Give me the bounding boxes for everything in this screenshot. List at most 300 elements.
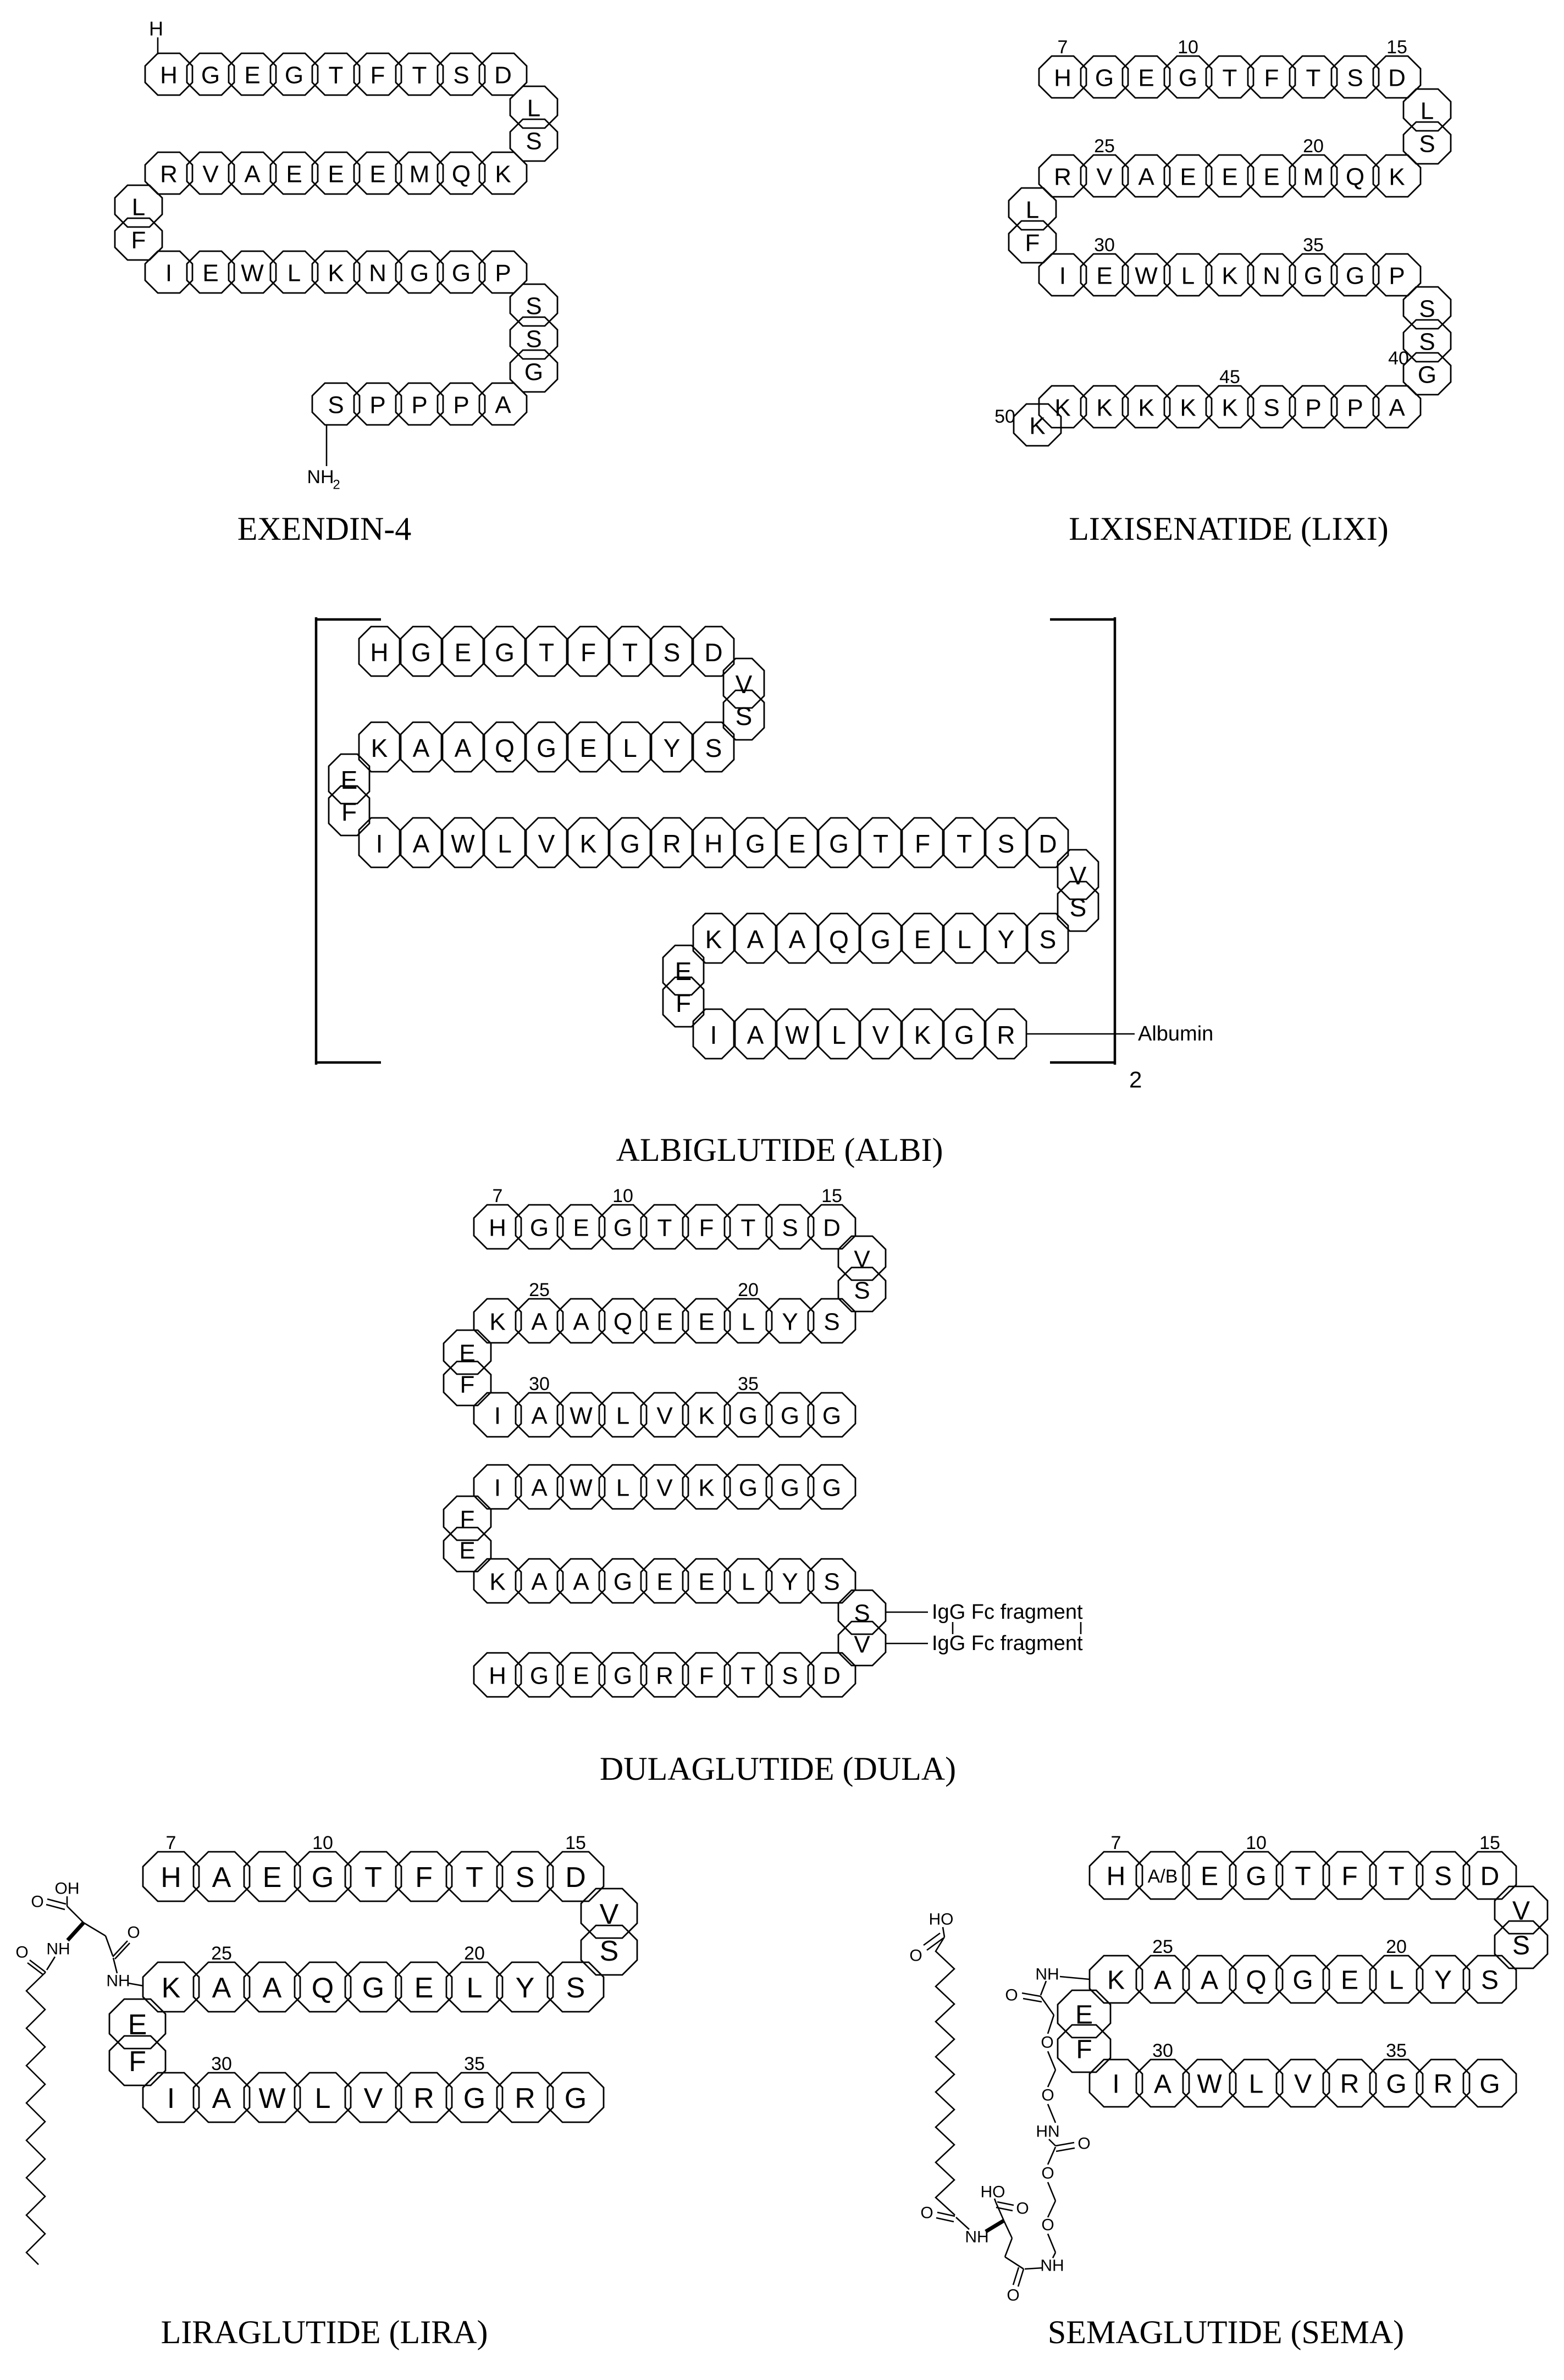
position-number: 7 bbox=[165, 1833, 176, 1853]
residue-letter: T bbox=[872, 829, 889, 858]
residue-letter: S bbox=[1434, 1862, 1452, 1891]
bond-line bbox=[1005, 2238, 1012, 2257]
residue-letter: Y bbox=[515, 1972, 535, 2004]
bond-line bbox=[67, 1906, 84, 1923]
residue-letter: G bbox=[529, 1214, 549, 1242]
residue-letter: R bbox=[413, 2083, 434, 2115]
residue-letter: V bbox=[656, 1474, 673, 1502]
residue-letter: E bbox=[459, 1340, 476, 1367]
atom-label: O bbox=[1016, 2199, 1029, 2218]
residue-letter: R bbox=[662, 829, 681, 858]
residue-letter: V bbox=[1069, 861, 1087, 890]
residue-letter: H bbox=[1106, 1862, 1126, 1891]
residue-letter: G bbox=[1246, 1862, 1267, 1891]
residue-letter: S bbox=[526, 128, 542, 155]
residue-letter: L bbox=[287, 259, 301, 287]
residue-letter: G bbox=[1292, 1966, 1313, 1995]
residue-letter: S bbox=[1263, 394, 1280, 422]
atom-label: O bbox=[1077, 2134, 1091, 2153]
bond-line bbox=[996, 2203, 1004, 2221]
residue-letter: E bbox=[328, 160, 344, 188]
position-number: 35 bbox=[1386, 2040, 1407, 2061]
palmitoyl-chain bbox=[26, 1972, 46, 2265]
residue-letter: K bbox=[579, 829, 597, 858]
residue-letter: S bbox=[997, 829, 1015, 858]
bracket-subscript: 2 bbox=[1129, 1066, 1142, 1093]
residue-letter: G bbox=[201, 62, 220, 89]
residue-letter: L bbox=[957, 925, 971, 954]
residue-letter: K bbox=[698, 1474, 715, 1502]
residue-letter: P bbox=[411, 391, 428, 419]
residue-letter: P bbox=[453, 391, 469, 419]
residue-letter: E bbox=[244, 62, 261, 89]
residue-letter: S bbox=[854, 1277, 870, 1304]
residue-letter: S bbox=[1039, 925, 1057, 954]
residue-letter: T bbox=[538, 638, 555, 667]
residue-letter: S bbox=[1347, 64, 1363, 92]
residue-letter: S bbox=[735, 702, 753, 730]
bond-line bbox=[113, 1958, 117, 1973]
atom-label: O bbox=[1005, 1986, 1018, 2005]
residue-letter: F bbox=[699, 1214, 714, 1242]
residue-letter: H bbox=[704, 829, 723, 858]
molecule-liraglutide bbox=[15, 1833, 637, 2350]
bond-line bbox=[1048, 2070, 1055, 2087]
residue-letter: L bbox=[616, 1474, 630, 1502]
atom-label: O bbox=[1041, 2033, 1054, 2052]
residue-letter: S bbox=[566, 1972, 585, 2004]
atom-label: O bbox=[920, 2204, 933, 2222]
bond-line bbox=[1013, 2267, 1019, 2285]
residue-letter: S bbox=[599, 1935, 619, 1967]
residue-letter: R bbox=[997, 1021, 1015, 1049]
residue-letter: S bbox=[854, 1599, 870, 1627]
residue-letter: G bbox=[411, 638, 431, 667]
position-number: 25 bbox=[1094, 136, 1115, 157]
residue-letter: N bbox=[369, 259, 386, 287]
residue-letter: I bbox=[1059, 262, 1066, 290]
bond-line bbox=[1005, 2257, 1024, 2269]
residue-letter: I bbox=[165, 259, 173, 287]
residue-letter: F bbox=[1264, 64, 1279, 92]
residue-letter: P bbox=[1389, 262, 1405, 290]
residue-letter: G bbox=[1417, 361, 1437, 389]
wedge-bond bbox=[68, 1923, 84, 1940]
residue-letter: A bbox=[573, 1308, 589, 1336]
residue-letter: T bbox=[1306, 64, 1321, 92]
residue-letter: E bbox=[573, 1662, 589, 1690]
residue-letter: K bbox=[489, 1568, 506, 1596]
residue-letter: V bbox=[854, 1631, 870, 1658]
residue-letter: A bbox=[573, 1568, 589, 1596]
residue-letter: W bbox=[1135, 262, 1158, 290]
residue-letter: A bbox=[1389, 394, 1405, 422]
atom-label: O bbox=[15, 1943, 29, 1962]
molecule-exendin-4 bbox=[115, 18, 557, 547]
position-number: 35 bbox=[464, 2054, 485, 2074]
residue-letter: D bbox=[823, 1214, 841, 1242]
residue-letter: G bbox=[1095, 64, 1114, 92]
residue-letter: F bbox=[914, 829, 931, 858]
atom-label: O bbox=[909, 1946, 922, 1965]
molecule-title: SEMAGLUTIDE (SEMA) bbox=[1047, 2314, 1405, 2350]
residue-letter: V bbox=[854, 1246, 870, 1273]
residue-letter: K bbox=[161, 1972, 181, 2004]
position-number: 15 bbox=[821, 1186, 842, 1206]
c18-diacid-chain bbox=[936, 1937, 955, 2215]
residue-letter: E bbox=[1263, 163, 1280, 191]
residue-letter: A bbox=[531, 1474, 548, 1502]
residue-letter: R bbox=[1054, 163, 1071, 191]
residue-letter: E bbox=[914, 925, 931, 954]
residue-letter: E bbox=[262, 1862, 282, 1894]
residue-letter: G bbox=[822, 1474, 842, 1502]
residue-letter: E bbox=[1138, 64, 1154, 92]
residue-letter: S bbox=[1419, 295, 1435, 323]
bond-line bbox=[1055, 2143, 1074, 2146]
residue-letter: T bbox=[956, 829, 972, 858]
residue-letter: G bbox=[495, 638, 515, 667]
residue-letter: G bbox=[620, 829, 640, 858]
residue-letter: V bbox=[538, 829, 555, 858]
igg-fc-fragment-label: IgG Fc fragment bbox=[932, 1632, 1083, 1655]
residue-letter: H bbox=[489, 1214, 506, 1242]
residue-letter: L bbox=[1420, 97, 1434, 125]
residue-letter: D bbox=[494, 62, 512, 89]
residue-letter: E bbox=[656, 1308, 673, 1336]
residue-letter: A bbox=[747, 1021, 764, 1049]
residue-letter: E bbox=[369, 160, 386, 188]
residue-letter: G bbox=[780, 1474, 800, 1502]
residue-letter: H bbox=[161, 1862, 181, 1894]
residue-letter: V bbox=[363, 2083, 383, 2115]
atom-label: O bbox=[31, 1892, 44, 1911]
residue-letter: E bbox=[573, 1214, 589, 1242]
bond-line bbox=[1018, 2269, 1024, 2287]
residue-letter: H bbox=[489, 1662, 506, 1690]
residue-letter: E bbox=[1075, 2000, 1093, 2030]
bond-line bbox=[84, 1923, 106, 1936]
bond-line bbox=[106, 1936, 113, 1956]
residue-letter: N bbox=[1263, 262, 1280, 290]
residue-letter: G bbox=[1178, 64, 1198, 92]
residue-letter: S bbox=[328, 391, 344, 419]
residue-letter: A bbox=[495, 391, 511, 419]
residue-letter: A bbox=[788, 925, 806, 954]
molecule-title: LIXISENATIDE (LIXI) bbox=[1069, 511, 1389, 547]
residue-letter: P bbox=[1305, 394, 1322, 422]
residue-letter: A bbox=[531, 1308, 548, 1336]
residue-letter: V bbox=[202, 160, 219, 188]
residue-letter: H bbox=[370, 638, 389, 667]
residue-letter: E bbox=[1200, 1862, 1219, 1891]
residue-letter: A bbox=[412, 829, 430, 858]
residue-letter: F bbox=[460, 1371, 475, 1398]
residue-letter: Q bbox=[1246, 1966, 1267, 1995]
bond-line bbox=[1048, 2147, 1055, 2165]
residue-letter: W bbox=[258, 2083, 286, 2115]
residue-letter: L bbox=[741, 1568, 755, 1596]
residue-letter: G bbox=[564, 2083, 587, 2115]
position-number: 15 bbox=[565, 1833, 586, 1853]
residue-letter: G bbox=[529, 1662, 549, 1690]
residue-letter: E bbox=[1222, 163, 1238, 191]
residue-letter: K bbox=[914, 1021, 931, 1049]
residue-letter: A bbox=[1138, 163, 1154, 191]
residue-letter: I bbox=[1112, 2069, 1120, 2099]
residue-letter: L bbox=[623, 734, 637, 762]
bond-line bbox=[936, 2218, 954, 2222]
residue-letter: V bbox=[656, 1402, 673, 1430]
position-number: 20 bbox=[1303, 136, 1324, 157]
residue-letter: G bbox=[745, 829, 765, 858]
residue-letter: F bbox=[699, 1662, 714, 1690]
residue-letter: L bbox=[498, 829, 512, 858]
residue-letter: L bbox=[314, 2083, 331, 2115]
position-number: 25 bbox=[211, 1943, 232, 1964]
residue-letter: G bbox=[1479, 2069, 1500, 2099]
bond-line bbox=[1048, 2051, 1055, 2070]
atom-label: HO bbox=[929, 1910, 954, 1929]
residue-letter: F bbox=[1341, 1862, 1358, 1891]
molecule-title: ALBIGLUTIDE (ALBI) bbox=[616, 1132, 943, 1168]
residue-letter: I bbox=[494, 1402, 501, 1430]
residue-letter: T bbox=[466, 1862, 483, 1894]
residue-letter: W bbox=[785, 1021, 809, 1049]
residue-letter: F bbox=[580, 638, 596, 667]
atom-label: O bbox=[1007, 2286, 1020, 2305]
residue-letter: E bbox=[1340, 1966, 1359, 1995]
residue-letter: V bbox=[1096, 163, 1113, 191]
residue-letter: F bbox=[415, 1862, 433, 1894]
position-number: 40 bbox=[1388, 348, 1409, 369]
residue-letter: G bbox=[954, 1021, 974, 1049]
residue-letter: Q bbox=[495, 734, 515, 762]
molecule-semaglutide bbox=[909, 1833, 1548, 2350]
residue-letter: T bbox=[622, 638, 638, 667]
position-number: 10 bbox=[1246, 1833, 1267, 1853]
residue-letter: W bbox=[1197, 2069, 1222, 2099]
bond-line bbox=[1056, 2148, 1075, 2151]
residue-letter: G bbox=[613, 1568, 633, 1596]
position-number: 15 bbox=[1479, 1833, 1500, 1853]
igg-fc-fragment-label: IgG Fc fragment bbox=[932, 1601, 1083, 1624]
residue-letter: H bbox=[1054, 64, 1071, 92]
bond-line bbox=[943, 1927, 944, 1937]
residue-letter: D bbox=[823, 1662, 841, 1690]
residue-letter: W bbox=[241, 259, 264, 287]
atom-label: NH bbox=[46, 1940, 70, 1958]
residue-letter: S bbox=[1512, 1931, 1530, 1961]
bond-line bbox=[46, 1905, 65, 1909]
bond-line bbox=[1048, 2201, 1055, 2217]
residue-letter: P bbox=[495, 259, 511, 287]
residue-letter: V bbox=[599, 1899, 619, 1930]
residue-letter: S bbox=[1069, 893, 1087, 922]
bond-line bbox=[1023, 1999, 1042, 2002]
position-number: 30 bbox=[1094, 235, 1115, 256]
residue-letter: L bbox=[741, 1308, 755, 1336]
position-number: 15 bbox=[1386, 37, 1407, 58]
residue-letter: F bbox=[370, 62, 385, 89]
residue-letter: R bbox=[656, 1662, 673, 1690]
residue-letter: I bbox=[375, 829, 383, 858]
position-number: 10 bbox=[612, 1186, 633, 1206]
residue-letter: A bbox=[1153, 2069, 1172, 2099]
atom-label: NH bbox=[1040, 2256, 1064, 2275]
residue-letter: L bbox=[832, 1021, 846, 1049]
molecule-title: DULAGLUTIDE (DULA) bbox=[599, 1751, 957, 1787]
residue-letter: G bbox=[822, 1402, 842, 1430]
residue-letter: W bbox=[570, 1402, 593, 1430]
residue-letter: S bbox=[515, 1862, 535, 1894]
residue-letter: F bbox=[1076, 2035, 1092, 2064]
residue-letter: T bbox=[657, 1214, 672, 1242]
residue-letter: S bbox=[1480, 1966, 1499, 1995]
residue-letter: E bbox=[128, 2009, 147, 2041]
residue-letter: G bbox=[410, 259, 429, 287]
residue-letter: Y bbox=[663, 734, 681, 762]
residue-letter: G bbox=[738, 1474, 758, 1502]
position-number: 35 bbox=[738, 1374, 759, 1394]
residue-letter: T bbox=[740, 1214, 756, 1242]
residue-letter: K bbox=[371, 734, 388, 762]
residue-letter: A/B bbox=[1147, 1866, 1178, 1887]
position-number: 45 bbox=[1219, 367, 1240, 388]
residue-letter: G bbox=[780, 1402, 800, 1430]
residue-letter: K bbox=[1180, 394, 1196, 422]
residue-letter: F bbox=[131, 226, 146, 254]
atom-label: NH bbox=[106, 1972, 130, 1990]
bond-line bbox=[1004, 2221, 1012, 2238]
residue-letter: K bbox=[1138, 394, 1154, 422]
residue-letter: E bbox=[414, 1972, 434, 2004]
bond-line bbox=[1048, 2182, 1055, 2201]
residue-letter: E bbox=[340, 766, 358, 794]
position-number: 20 bbox=[1386, 1936, 1407, 1957]
bond-line bbox=[1048, 2234, 1055, 2252]
residue-letter: R bbox=[1433, 2069, 1453, 2099]
residue-letter: D bbox=[704, 638, 723, 667]
residue-letter: D bbox=[1480, 1862, 1500, 1891]
residue-letter: S bbox=[824, 1568, 840, 1596]
residue-letter: G bbox=[537, 734, 556, 762]
bond-line bbox=[1041, 1996, 1054, 2015]
residue-letter: E bbox=[698, 1568, 715, 1596]
residue-letter: T bbox=[740, 1662, 756, 1690]
residue-letter: S bbox=[1419, 130, 1435, 158]
residue-letter: Y bbox=[782, 1568, 798, 1596]
amide-subscript: 2 bbox=[333, 477, 340, 492]
residue-letter: L bbox=[1248, 2069, 1264, 2099]
residue-letter: Q bbox=[613, 1308, 633, 1336]
residue-letter: Y bbox=[1434, 1966, 1452, 1995]
residue-letter: L bbox=[1025, 196, 1040, 224]
residue-letter: P bbox=[369, 391, 386, 419]
bond-line bbox=[47, 1957, 55, 1970]
atom-label: O bbox=[127, 1923, 140, 1942]
position-number: 25 bbox=[1152, 1936, 1173, 1957]
bond-line bbox=[1048, 2015, 1054, 2034]
residue-letter: E bbox=[675, 957, 692, 986]
position-number: 7 bbox=[492, 1186, 503, 1206]
residue-letter: I bbox=[710, 1021, 717, 1049]
residue-letter: S bbox=[782, 1214, 798, 1242]
residue-letter: L bbox=[1389, 1966, 1404, 1995]
residue-letter: A bbox=[1153, 1966, 1172, 1995]
residue-letter: S bbox=[1419, 328, 1435, 356]
position-number: 30 bbox=[211, 2054, 232, 2074]
residue-letter: Y bbox=[997, 925, 1015, 954]
residue-letter: K bbox=[495, 160, 511, 188]
atom-label: O bbox=[1041, 2086, 1054, 2105]
residue-letter: G bbox=[613, 1662, 633, 1690]
residue-letter: G bbox=[451, 259, 471, 287]
residue-letter: I bbox=[494, 1474, 501, 1502]
albumin-label: Albumin bbox=[1138, 1022, 1214, 1045]
residue-letter: K bbox=[1029, 412, 1046, 440]
bond-line bbox=[924, 1933, 940, 1945]
bond-line bbox=[1022, 1993, 1041, 1996]
residue-letter: F bbox=[129, 2046, 146, 2078]
residue-letter: K bbox=[1107, 1966, 1125, 1995]
residue-letter: I bbox=[167, 2083, 175, 2115]
residue-letter: Q bbox=[1345, 163, 1365, 191]
c-terminal-amide-label: NH bbox=[307, 467, 334, 488]
atom-label: NH bbox=[965, 2228, 989, 2246]
n-terminal-h-label: H bbox=[149, 17, 163, 40]
residue-letter: A bbox=[531, 1568, 548, 1596]
position-number: 7 bbox=[1057, 37, 1068, 58]
residue-letter: K bbox=[1096, 394, 1113, 422]
residue-letter: E bbox=[286, 160, 302, 188]
residue-letter: G bbox=[613, 1214, 633, 1242]
residue-letter: D bbox=[565, 1862, 586, 1894]
residue-letter: A bbox=[262, 1972, 282, 2004]
atom-label: O bbox=[1041, 2216, 1054, 2234]
residue-letter: G bbox=[871, 925, 891, 954]
residue-letter: A bbox=[244, 160, 261, 188]
residue-letter: H bbox=[160, 62, 178, 89]
residue-letter: G bbox=[524, 358, 544, 386]
residue-letter: A bbox=[212, 1862, 231, 1894]
residue-letter: S bbox=[663, 638, 681, 667]
residue-letter: R bbox=[1340, 2069, 1359, 2099]
residue-letter: S bbox=[705, 734, 722, 762]
position-number: 20 bbox=[464, 1943, 485, 1964]
residue-letter: L bbox=[131, 193, 146, 221]
residue-letter: A bbox=[747, 925, 764, 954]
residue-letter: V bbox=[872, 1021, 889, 1049]
residue-letter: T bbox=[1388, 1862, 1405, 1891]
residue-letter: G bbox=[738, 1402, 758, 1430]
residue-letter: K bbox=[698, 1402, 715, 1430]
residue-letter: M bbox=[409, 160, 430, 188]
residue-letter: F bbox=[675, 989, 692, 1017]
molecule-lixisenatide bbox=[994, 37, 1451, 547]
residue-letter: E bbox=[202, 259, 219, 287]
residue-letter: G bbox=[1345, 262, 1365, 290]
residue-letter: W bbox=[451, 829, 475, 858]
bond-line bbox=[128, 1983, 143, 1986]
residue-letter: K bbox=[1054, 394, 1071, 422]
residue-letter: T bbox=[328, 62, 344, 89]
residue-letter: E bbox=[656, 1568, 673, 1596]
molecule-title: LIRAGLUTIDE (LIRA) bbox=[161, 2314, 488, 2350]
position-number: 10 bbox=[1178, 37, 1198, 58]
residue-letter: L bbox=[1181, 262, 1195, 290]
residue-letter: A bbox=[212, 2083, 231, 2115]
